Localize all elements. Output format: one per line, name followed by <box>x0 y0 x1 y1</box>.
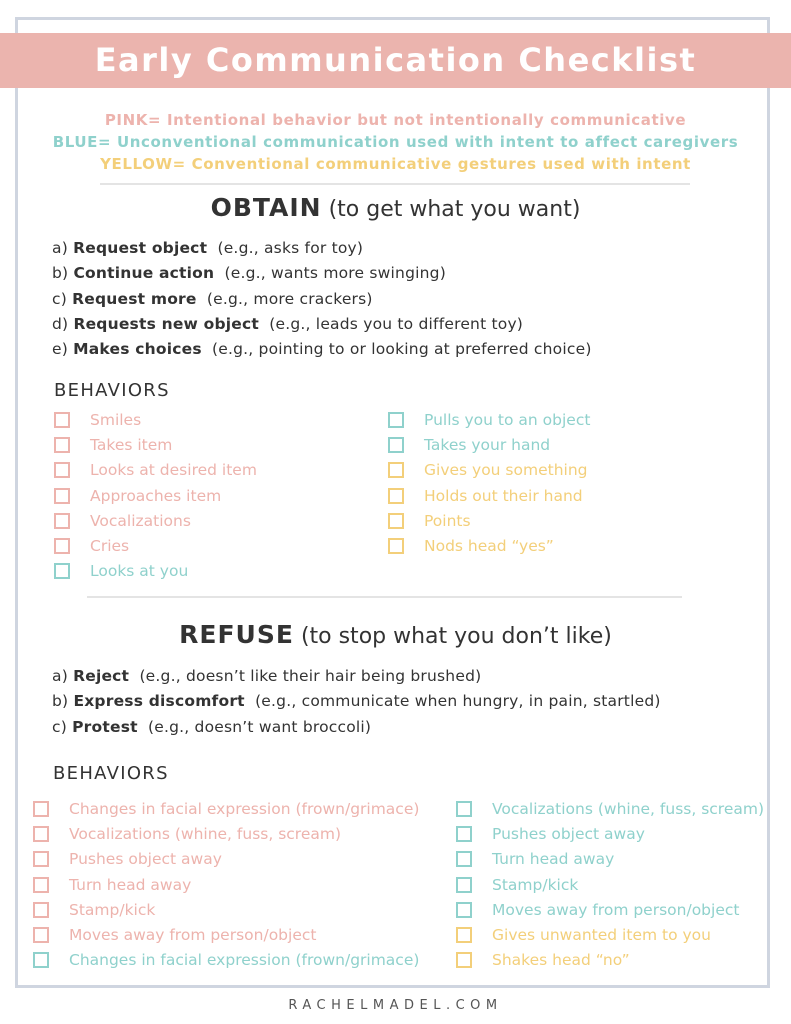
checkbox[interactable] <box>33 851 49 867</box>
definition-example: (e.g., doesn’t like their hair being brushed) <box>139 667 482 685</box>
definition-example: (e.g., asks for toy) <box>217 239 364 257</box>
checklist-item-label: Looks at you <box>90 562 189 581</box>
checkbox[interactable] <box>33 826 49 842</box>
checklist-item[interactable] <box>388 458 590 483</box>
checkbox[interactable] <box>456 826 472 842</box>
checklist-item-label: Takes your hand <box>424 435 551 454</box>
checkbox[interactable] <box>54 412 70 428</box>
definition-term: Reject <box>73 667 130 685</box>
checklist-item-label: Vocalizations (whine, fuss, scream) <box>69 824 342 843</box>
checklist-item-label: Turn head away <box>492 850 615 869</box>
checklist-item[interactable] <box>33 796 419 821</box>
refuse-behaviors-right <box>456 796 764 973</box>
checkbox[interactable] <box>33 877 49 893</box>
checkbox[interactable] <box>54 563 70 579</box>
checkbox[interactable] <box>456 877 472 893</box>
divider <box>100 183 690 185</box>
obtain-title: OBTAIN <box>210 193 322 222</box>
checklist-item[interactable] <box>388 432 590 457</box>
checkbox[interactable] <box>388 437 404 453</box>
checkbox[interactable] <box>456 851 472 867</box>
definition-example: (e.g., doesn’t want broccoli) <box>148 717 372 736</box>
checklist-item-label: Changes in facial expression (frown/grimace) <box>69 799 420 818</box>
checklist-item-label: Smiles <box>90 410 142 429</box>
checklist-item-label: Points <box>424 511 471 530</box>
checkbox[interactable] <box>388 412 404 428</box>
definition-example: (e.g., leads you to different toy) <box>269 314 524 333</box>
obtain-subtitle: (to get what you want) <box>328 197 581 222</box>
checklist-item[interactable] <box>456 796 764 821</box>
obtain-definitions <box>52 236 592 362</box>
checklist-item[interactable] <box>33 897 419 922</box>
definition-row <box>52 287 592 312</box>
divider <box>87 596 682 598</box>
checklist-item-label: Gives you something <box>424 461 588 480</box>
checklist-item-label: Moves away from person/object <box>69 926 317 945</box>
definition-letter: c) <box>52 717 67 736</box>
checkbox[interactable] <box>33 902 49 918</box>
checklist-item-label: Cries <box>90 537 130 556</box>
checkbox[interactable] <box>388 488 404 504</box>
checklist-item[interactable] <box>33 948 419 973</box>
refuse-subtitle: (to stop what you don’t like) <box>300 624 612 649</box>
definition-letter: e) <box>52 340 68 359</box>
obtain-behaviors-label: BEHAVIORS <box>54 380 170 401</box>
definition-term: Requests new object <box>73 314 260 333</box>
checkbox[interactable] <box>54 513 70 529</box>
definition-letter: a) <box>52 667 68 685</box>
checklist-item[interactable] <box>54 407 257 432</box>
definition-row <box>52 312 592 337</box>
definition-term: Express discomfort <box>73 692 245 711</box>
refuse-behaviors-label: BEHAVIORS <box>53 763 169 784</box>
definition-row <box>52 664 661 689</box>
checklist-item[interactable] <box>388 508 590 533</box>
checkbox[interactable] <box>388 513 404 529</box>
checkbox[interactable] <box>456 902 472 918</box>
checkbox[interactable] <box>54 462 70 478</box>
legend-blue: BLUE= Unconventional communication used with intent to affect caregivers <box>52 133 739 151</box>
legend-yellow: YELLOW= Conventional communicative gestures used with intent <box>100 155 691 173</box>
definition-letter: b) <box>52 264 69 283</box>
checklist-item[interactable] <box>456 948 764 973</box>
refuse-definitions <box>52 664 661 740</box>
checkbox[interactable] <box>54 488 70 504</box>
checklist-item[interactable] <box>54 432 257 457</box>
legend-pink: PINK= Intentional behavior but not intentionally communicative <box>104 111 687 129</box>
checkbox[interactable] <box>456 952 472 968</box>
checklist-item[interactable] <box>456 821 764 846</box>
checklist-item[interactable] <box>388 407 590 432</box>
definition-example: (e.g., pointing to or looking at preferred choice) <box>212 340 592 359</box>
checklist-item-label: Takes item <box>90 435 173 454</box>
definition-term: Makes choices <box>73 340 202 359</box>
checklist-item[interactable] <box>33 847 419 872</box>
checkbox[interactable] <box>456 801 472 817</box>
checklist-item[interactable] <box>33 872 419 897</box>
checklist-item-label: Pushes object away <box>492 824 645 843</box>
checkbox[interactable] <box>33 952 49 968</box>
definition-term: Protest <box>72 717 138 736</box>
definition-row <box>52 337 592 362</box>
checklist-item[interactable] <box>456 897 764 922</box>
definition-term: Request object <box>73 239 208 257</box>
checklist-item-label: Stamp/kick <box>492 875 579 894</box>
title-banner <box>0 33 791 88</box>
definition-term: Continue action <box>73 264 215 283</box>
checklist-item[interactable] <box>456 922 764 947</box>
checkbox[interactable] <box>33 801 49 817</box>
obtain-heading <box>0 193 791 222</box>
checklist-item-label: Moves away from person/object <box>492 900 740 919</box>
definition-term: Request more <box>72 289 197 308</box>
checklist-item-label: Looks at desired item <box>90 461 257 480</box>
definition-letter: a) <box>52 239 68 257</box>
checkbox[interactable] <box>54 538 70 554</box>
definition-letter: b) <box>52 692 69 711</box>
refuse-heading <box>0 620 791 649</box>
checklist-item-label: Turn head away <box>69 875 192 894</box>
checklist-item-label: Holds out their hand <box>424 486 583 505</box>
footer-website: RACHELMADEL.COM <box>288 998 503 1013</box>
checklist-item-label: Approaches item <box>90 486 222 505</box>
checklist-item[interactable] <box>388 533 590 558</box>
checklist-item-label: Pulls you to an object <box>424 410 591 429</box>
definition-row <box>52 236 592 261</box>
definition-letter: d) <box>52 314 69 333</box>
checklist-item[interactable] <box>456 872 764 897</box>
definition-example: (e.g., wants more swinging) <box>224 264 446 283</box>
checkbox[interactable] <box>388 462 404 478</box>
checklist-item-label: Stamp/kick <box>69 900 156 919</box>
checklist-item[interactable] <box>33 821 419 846</box>
checklist-item-label: Vocalizations (whine, fuss, scream) <box>492 799 765 818</box>
checklist-item[interactable] <box>33 922 419 947</box>
checklist-item-label: Vocalizations <box>90 511 191 530</box>
checklist-item-label: Gives unwanted item to you <box>492 926 711 945</box>
refuse-behaviors-left <box>33 796 419 973</box>
checkbox[interactable] <box>33 927 49 943</box>
checkbox[interactable] <box>456 927 472 943</box>
checklist-item[interactable] <box>54 533 257 558</box>
checklist-item-label: Pushes object away <box>69 850 222 869</box>
definition-row <box>52 261 592 286</box>
checklist-item-label: Changes in facial expression (frown/grimace) <box>69 951 420 970</box>
checklist-item[interactable] <box>54 559 257 584</box>
definition-example: (e.g., communicate when hungry, in pain, startled) <box>255 692 661 711</box>
refuse-title: REFUSE <box>179 620 294 649</box>
checklist-item[interactable] <box>456 847 764 872</box>
checklist-item[interactable] <box>388 483 590 508</box>
definition-letter: c) <box>52 289 67 308</box>
definition-row <box>52 715 661 740</box>
obtain-behaviors-left <box>54 407 257 584</box>
checklist-item-label: Nods head “yes” <box>424 537 554 556</box>
definition-example: (e.g., more crackers) <box>206 289 373 308</box>
checklist-item[interactable] <box>54 508 257 533</box>
checklist-item[interactable] <box>54 458 257 483</box>
definition-row <box>52 689 661 714</box>
page-title: Early Communication Checklist <box>94 41 697 79</box>
checkbox[interactable] <box>54 437 70 453</box>
checklist-item-label: Shakes head “no” <box>492 951 630 970</box>
checklist-item[interactable] <box>54 483 257 508</box>
obtain-behaviors-right <box>388 407 590 559</box>
checkbox[interactable] <box>388 538 404 554</box>
